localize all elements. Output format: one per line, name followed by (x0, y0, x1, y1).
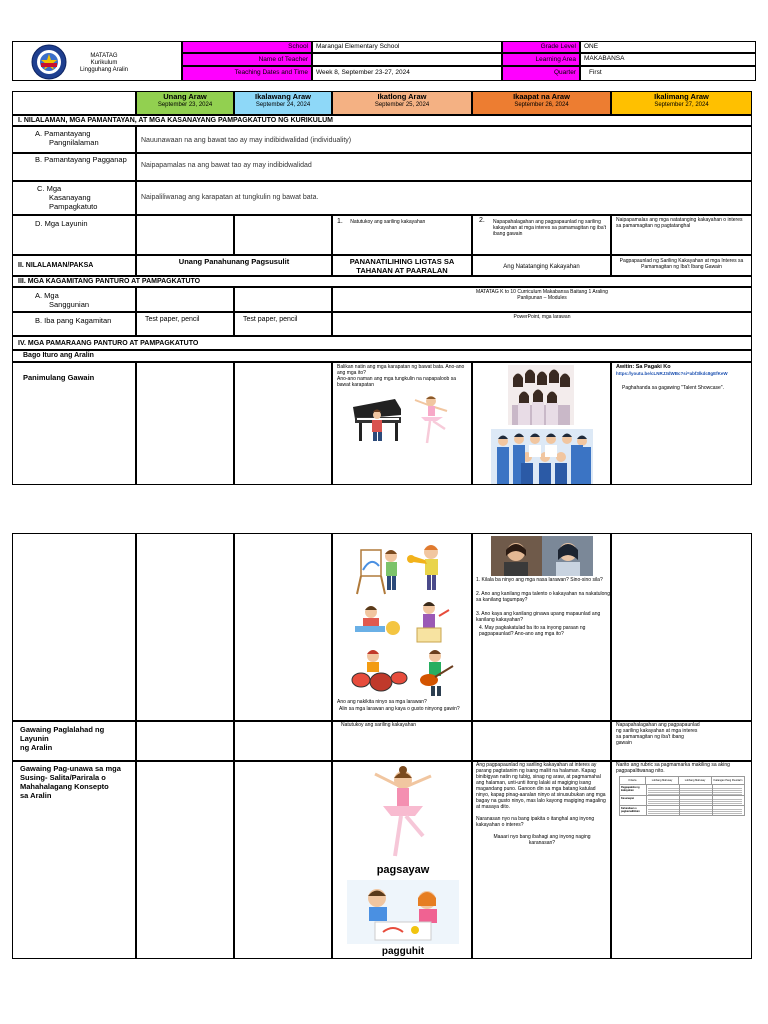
row-c-label-line-1: C. Mga (37, 184, 62, 193)
piano-player-image (347, 393, 409, 445)
p2-day3-caption-2: Alin sa mga larawan ang kaya o gusto ninyong gawin? (339, 706, 460, 712)
day-4-name: Ikaapat na Araw (513, 92, 570, 101)
header-label-cell (502, 41, 580, 53)
row-d-day3-text: Natutukoy ang sariling kakayahan (350, 219, 426, 225)
row-iiia-label-line-2: Sanggunian (49, 300, 90, 309)
row-d-day4 (472, 215, 611, 255)
rubric-row-label: Pagpapakita ng kakayahan (621, 786, 640, 792)
panimulang-day2 (234, 362, 332, 485)
section-i-heading: I. NILALAMAN, MGA PAMANTAYAN, AT MGA KASANAYANG PAMPAGKATUTO NG KURIKULUM (12, 115, 752, 126)
teaching-dates-label: Teaching Dates and Time (234, 69, 308, 76)
paglalahad-day1 (136, 721, 234, 761)
pagunawa-day1 (136, 761, 234, 959)
grade-level-label: Grade Level (540, 43, 576, 50)
deped-seal-icon (31, 44, 67, 80)
kids-playing-image (349, 596, 459, 646)
rubric-header-row (620, 777, 744, 785)
grade-level-value: ONE (584, 43, 599, 50)
row-ii-day1-2: Unang Panahunang Pagsusulit (136, 255, 332, 276)
row-c-label (12, 181, 136, 215)
header-label-cell (502, 66, 580, 81)
paglalahad-label-line-2: Layunin (20, 734, 49, 743)
rubric-header: Lubhang Mahusay (679, 777, 712, 785)
pagunawa-day4-paragraph-3: Maaari nyo bang ibahagi ang inyong naging karanasan? (493, 834, 591, 846)
kids-band-image (349, 646, 461, 698)
pagunawa-label (12, 761, 136, 959)
rubric-cell-lines (648, 787, 742, 795)
rubric-row (620, 796, 744, 806)
row-iiia-day3-5: MATATAG K to 10 Curriculum Makabansa Baitang 1 Araling Panlipunan – Modules (332, 287, 752, 312)
row-c-label-line-3: Pampagkatuto (49, 202, 98, 211)
row-d-label: D. Mga Layunin (12, 215, 136, 255)
panimulang-day3 (332, 362, 472, 485)
header-title-line-1: MATATAG (90, 53, 118, 59)
row-iiia-label-line-1: A. Mga (35, 291, 59, 300)
pagunawa-day2 (234, 761, 332, 959)
rubric-header: Kriteria (620, 777, 646, 785)
rubric-row-label: Kasanayan (621, 797, 635, 800)
section-iv-heading: IV. MGA PAMARAANG PANTURO AT PAMPAGKATUTO (12, 336, 752, 350)
header-label-cell (182, 53, 312, 66)
paglalahad-day3: Natutukoy ang sariling kakayahan (332, 721, 472, 761)
row-d-day4-text: Napapahalagahan ang pagpapaunlad ng sariling kakayahan at mga interes sa pamamagitan ng iba't ibang gawain (493, 219, 606, 237)
day-3-name: Ikatlong Araw (377, 92, 427, 101)
learning-area-value: MAKABANSA (584, 55, 625, 62)
quarter-label: Quarter (553, 69, 576, 76)
rubric-header: Lubhang Mahusay (646, 777, 679, 785)
rubric-intro: Narito ang rubric sa pagmamarka makiling sa aking pagpapalitwanag nito. (616, 762, 730, 774)
teacher-label: Name of Teacher (258, 56, 308, 63)
day-1-name: Unang Araw (163, 92, 207, 101)
drawing-kids-image (347, 880, 459, 944)
dance-caption: pagsayaw (376, 864, 430, 876)
learning-area-label: Learning Area (535, 56, 576, 63)
day-header-blank (12, 91, 136, 115)
p2-row1-day3 (332, 533, 472, 721)
row-ii-day3: PANANATILIHING LIGTAS SA TAHANAN AT PAARALAN (332, 255, 472, 276)
panimulang-day5 (611, 362, 752, 485)
p2-row1-day2 (234, 533, 332, 721)
row-iiia-day1 (136, 287, 234, 312)
panimulang-day1 (136, 362, 234, 485)
row-a-label (12, 126, 136, 153)
day-header-3 (332, 91, 472, 115)
header-title-line-2: Kurikulum (90, 60, 118, 66)
day-2-date: September 24, 2024 (255, 102, 311, 108)
header-value-cell (580, 41, 756, 53)
row-c-label-line-2: Kasanayang (49, 193, 91, 202)
rubric-col-divider (679, 785, 680, 816)
row-d-day3-number: 1. (337, 218, 343, 225)
p2-day4-question-3: 3. Ano kaya ang kanilang ginawa upang mapaunlad ang kanilang kakayahan? (476, 611, 601, 623)
pagunawa-label-line-1: Gawaing Pag-unawa sa mga (20, 764, 121, 773)
day-3-date: September 25, 2024 (374, 102, 430, 108)
header-value-cell (580, 53, 756, 66)
rubric-table (619, 776, 745, 816)
paglalahad-label-line-1: Gawaing Paglalahad ng (20, 725, 105, 734)
p2-row1-day5 (611, 533, 752, 721)
dancer-image (361, 764, 445, 862)
song-title: Awitin: Sa Pagaki Ko (616, 364, 671, 370)
panimulang-day3-line-2: Ano-ano naman ang mga tungkulin na napapaloob sa bawat karapatan (337, 376, 456, 388)
rubric-header: Kailangan Pang Paunlarin (713, 779, 743, 782)
row-d-day3 (332, 215, 472, 255)
boy-group-photo (491, 429, 593, 485)
header-label-cell (182, 41, 312, 53)
header-value-cell (580, 66, 756, 81)
row-iiib-day1: Test paper, pencil (136, 312, 234, 336)
teaching-dates-value: Week 8, September 23-27, 2024 (316, 69, 410, 76)
header-label-cell (182, 66, 312, 81)
header-value-cell (312, 53, 502, 66)
panimulang-day4 (472, 362, 611, 485)
pagunawa-day4-paragraph-2: Naranasan nyo na bang ipakita o itanghal ang inyong kakayahan o interes? (476, 816, 595, 828)
quarter-value: First (589, 69, 602, 76)
paglalahad-day2 (234, 721, 332, 761)
kids-painting-trumpet-image (347, 536, 457, 596)
row-ii-day5: Pagpapaunlad ng Sariling Kakayahan at mga Interes sa Pamamagitan ng Iba't Ibang Gawain (611, 255, 752, 276)
girl-group-photo (508, 365, 574, 425)
p2-row1-day4 (472, 533, 611, 721)
row-c-value: Naipaliliwanag ang karapatan at tungkulin ng bawat bata. (136, 181, 752, 215)
p2-day4-question-4: 4. May pagkakatulad ba ito sa inyong paraan ng pagpapaunlad? Ano-ano ang mga ito? (479, 625, 586, 637)
p2-row1-label (12, 533, 136, 721)
bago-ituro-row: Bago Ituro ang Aralin (12, 350, 752, 362)
day-5-date: September 27, 2024 (654, 102, 709, 108)
rubric-row-label: Kahandaan o pagkamalikhain (621, 807, 640, 813)
row-b-value: Naipapamalas na ang bawat tao ay may indibidwalidad (136, 153, 752, 181)
day-header-2 (234, 91, 332, 115)
row-a-label-line-1: A. Pamantayang (35, 129, 91, 138)
row-d-day1 (136, 215, 234, 255)
day-header-1 (136, 91, 234, 115)
p2-day4-question-2: 2. Ano ang kanilang mga talento o kakayahan na nakatulong sa kanilang tagumpay? (476, 591, 610, 603)
talent-showcase-note: Paghahanda sa gagawing "Talent Showcase". (622, 385, 724, 391)
header-label-cell (502, 53, 580, 66)
row-iiib-day2: Test paper, pencil (234, 312, 332, 336)
rubric-cell-lines (648, 808, 742, 815)
p2-row1-day1 (136, 533, 234, 721)
performers-photo (491, 536, 593, 576)
row-ii-label: II. NILALAMAN/PAKSA (12, 255, 136, 276)
paglalahad-day5: Napapahalagahan ang pagpapaunlad ng sariling kakayahan at mga interes sa pamamagitan ng iba't ibang gawain (611, 721, 752, 761)
school-value: Marangal Elementary School (316, 43, 400, 50)
day-4-date: September 26, 2024 (514, 102, 569, 108)
song-youtube-link[interactable]: https://youtu.be/cLNRJ3dWBc?si=abf3lkdc8gEfKeW (616, 371, 728, 376)
header-value-cell (312, 66, 502, 81)
pagunawa-label-line-2: Susing- Salita/Parirala o (20, 773, 106, 782)
pagunawa-label-line-4: sa Aralin (20, 791, 52, 800)
header-value-cell (312, 41, 502, 53)
header-title (71, 53, 137, 74)
rubric-row (620, 806, 744, 816)
row-a-label-line-2: Pangnilalaman (49, 138, 99, 147)
paglalahad-label (12, 721, 136, 761)
p2-day4-question-1: 1. Kilala ba ninyo ang mga nasa larawan? Sino-sino sila? (476, 577, 603, 583)
day-header-4 (472, 91, 611, 115)
day-header-5 (611, 91, 752, 115)
header-title-line-3: Lingguhang Aralin (79, 67, 129, 73)
pagunawa-label-line-3: Mahahalagang Konsepto (20, 782, 109, 791)
pagunawa-day5 (611, 761, 752, 959)
rubric-col-divider (712, 785, 713, 816)
school-label: School (288, 43, 308, 50)
rubric-row (620, 785, 744, 796)
rubric-cell-lines (648, 798, 742, 805)
ballet-dancer-image (409, 393, 455, 447)
paglalahad-label-line-3: ng Aralin (20, 743, 53, 752)
row-d-day2 (234, 215, 332, 255)
row-d-day5: Naipapamalas ang mga natatanging kakayahan o interes sa pamamagitan ng pagtatanghal (611, 215, 752, 255)
rubric-col-divider (646, 785, 647, 816)
draw-caption: pagguhit (381, 946, 425, 957)
p2-day3-caption-1: Ano ang nakikita ninyo sa mga larawan? (337, 699, 427, 705)
day-2-name: Ikalawang Araw (255, 92, 311, 101)
row-iiia-label (12, 287, 136, 312)
section-iii-heading: III. MGA KAGAMITANG PANTURO AT PAMPAGKATUTO (12, 276, 752, 287)
day-5-name: Ikalimang Araw (654, 92, 709, 101)
row-d-day4-number: 2. (479, 217, 485, 224)
paglalahad-day4 (472, 721, 611, 761)
pagunawa-day3 (332, 761, 472, 959)
header-logo-box (12, 41, 182, 81)
row-iiib-label: B. Iba pang Kagamitan (12, 312, 136, 336)
pagunawa-day4 (472, 761, 611, 959)
day-1-date: September 23, 2024 (157, 102, 213, 108)
row-a-value: Nauunawaan na ang bawat tao ay may indibidwalidad (individuality) (136, 126, 752, 153)
pagunawa-day4-paragraph-1: Ang pagpapaunlad ng sariling kakayahan at interes ay parang pagtatanim ng isang maliit na halaman. Kapag binibigyan natin ng tubig, sinag ng araw, at pagmamahal ang halaman, unti-unti itong lalaki at magiging isang magandang puno. Ganoon din sa mga batang katulad ninyo, kapag pinag-aaralan ninyo at sinusubukan ang mga bagay na gusto ninyo, mas lalo kayong magiging magaling at masaya dito. (476, 762, 606, 810)
panimulang-day3-line-1: Balikan natin ang mga karapatan ng bawat bata. Ano-ano ang mga ito? (337, 364, 465, 376)
row-iiia-day2 (234, 287, 332, 312)
row-b-label: B. Pamantayang Pagganap (12, 153, 136, 181)
panimulang-label: Panimulang Gawain (12, 362, 136, 485)
row-ii-day4: Ang Natatanging Kakayahan (472, 255, 611, 276)
row-iiib-day3-5: PowerPoint, mga larawan (332, 312, 752, 336)
